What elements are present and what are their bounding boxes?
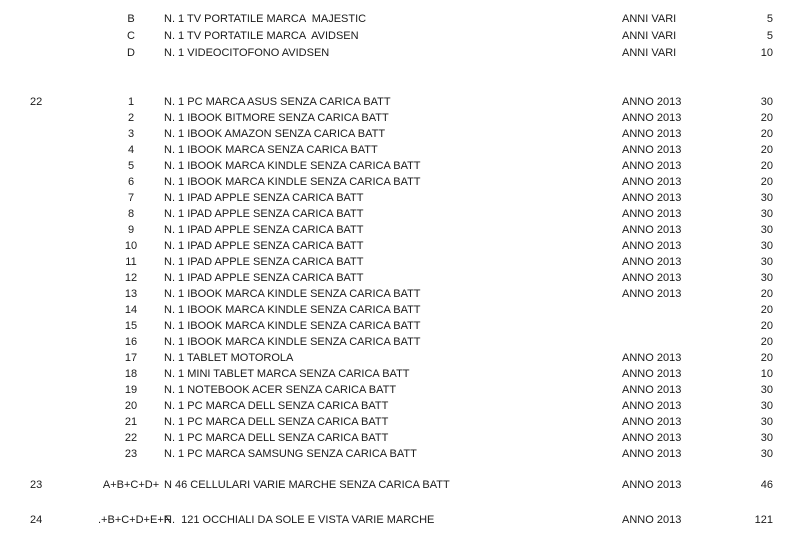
- item-value: 30: [760, 400, 773, 412]
- item-year: ANNO 2013: [622, 352, 682, 364]
- item-year: ANNI VARI: [622, 12, 677, 25]
- item-value: 20: [760, 336, 773, 348]
- item-value: 30: [760, 384, 773, 396]
- item-id: 10: [124, 240, 138, 252]
- item-id: 16: [124, 336, 138, 348]
- item-id: 14: [124, 304, 138, 316]
- item-year: ANNO 2013: [622, 384, 682, 396]
- table-row: [30, 477, 800, 493]
- item-value: 121: [754, 514, 773, 526]
- item-year: ANNI VARI: [622, 46, 677, 59]
- item-description: N. 1 NOTEBOOK ACER SENZA CARICA BATT: [164, 384, 397, 396]
- item-value: 20: [760, 160, 773, 172]
- item-value: 30: [760, 448, 773, 460]
- item-value: 5: [766, 29, 773, 42]
- item-id: 8: [127, 208, 135, 220]
- item-value: 30: [760, 272, 773, 284]
- item-value: 20: [760, 320, 773, 332]
- table-row: [30, 382, 800, 398]
- item-description: N. 1 PC MARCA DELL SENZA CARICA BATT: [164, 416, 389, 428]
- table-row: [30, 206, 800, 222]
- table-row: [30, 414, 800, 430]
- item-description: N. 1 PC MARCA SAMSUNG SENZA CARICA BATT: [164, 448, 417, 460]
- item-year: ANNO 2013: [622, 479, 682, 491]
- item-description: N. 1 PC MARCA DELL SENZA CARICA BATT: [164, 432, 389, 444]
- item-id: 7: [127, 192, 135, 204]
- item-description: N. 1 IPAD APPLE SENZA CARICA BATT: [164, 192, 364, 204]
- item-year: ANNO 2013: [622, 272, 682, 284]
- item-id: D: [127, 46, 135, 59]
- item-value: 30: [760, 432, 773, 444]
- table-row: [30, 94, 800, 110]
- table-row: [30, 254, 800, 270]
- item-description: N. 1 IBOOK MARCA KINDLE SENZA CARICA BATT: [164, 176, 421, 188]
- item-description: N. 1 IPAD APPLE SENZA CARICA BATT: [164, 240, 364, 252]
- item-id: 19: [124, 384, 138, 396]
- item-value: 30: [760, 208, 773, 220]
- table-row: [30, 158, 800, 174]
- item-id: 11: [125, 256, 137, 268]
- item-year: ANNO 2013: [622, 208, 682, 220]
- item-id: 3: [127, 128, 135, 140]
- item-id: 21: [124, 416, 138, 428]
- table-row: [30, 270, 800, 286]
- item-year: ANNO 2013: [622, 514, 682, 526]
- table-row: [30, 174, 800, 190]
- table-row: [30, 512, 800, 528]
- item-description: N. 1 IBOOK MARCA KINDLE SENZA CARICA BATT: [164, 320, 421, 332]
- item-description: N. 1 MINI TABLET MARCA SENZA CARICA BATT: [164, 368, 410, 380]
- item-id: 17: [124, 352, 138, 364]
- item-value: 20: [760, 304, 773, 316]
- item-year: ANNO 2013: [622, 432, 682, 444]
- item-value: 30: [760, 224, 773, 236]
- item-description: N. 1 IPAD APPLE SENZA CARICA BATT: [164, 208, 364, 220]
- item-value: 10: [760, 46, 773, 59]
- item-description: N. 121 OCCHIALI DA SOLE E VISTA VARIE MARCHE: [164, 514, 435, 526]
- item-year: ANNO 2013: [622, 144, 682, 156]
- table-row: [30, 334, 800, 350]
- item-description: N. 1 IBOOK MARCA KINDLE SENZA CARICA BATT: [164, 304, 421, 316]
- item-id: 13: [124, 288, 138, 300]
- item-id: 15: [124, 320, 138, 332]
- item-description: N. 1 VIDEOCITOFONO AVIDSEN: [164, 46, 330, 59]
- item-id: 2: [127, 112, 135, 124]
- item-description: N. 1 TV PORTATILE MARCA AVIDSEN: [164, 29, 359, 42]
- item-year: ANNO 2013: [622, 240, 682, 252]
- item-description: N. 1 IPAD APPLE SENZA CARICA BATT: [164, 224, 364, 236]
- item-value: 20: [760, 112, 773, 124]
- item-description: N. 1 IBOOK MARCA SENZA CARICA BATT: [164, 144, 378, 156]
- item-id: .+B+C+D+E+F: [98, 514, 171, 526]
- table-row: [30, 318, 800, 334]
- group-number: 24: [30, 514, 43, 526]
- item-year: ANNO 2013: [622, 112, 682, 124]
- table-row: [30, 302, 800, 318]
- item-id: 9: [127, 224, 135, 236]
- item-value: 30: [760, 192, 773, 204]
- item-year: ANNO 2013: [622, 192, 682, 204]
- item-description: N. 1 IBOOK MARCA KINDLE SENZA CARICA BATT: [164, 336, 421, 348]
- item-description: N. 1 IBOOK MARCA KINDLE SENZA CARICA BATT: [164, 160, 421, 172]
- item-value: 20: [760, 176, 773, 188]
- item-id: 22: [124, 432, 138, 444]
- item-value: 20: [760, 352, 773, 364]
- item-description: N. 1 IPAD APPLE SENZA CARICA BATT: [164, 256, 364, 268]
- group-number: 22: [30, 96, 43, 108]
- item-year: ANNO 2013: [622, 288, 682, 300]
- item-id: 23: [124, 448, 138, 460]
- table-row: [30, 238, 800, 254]
- item-id: C: [127, 29, 135, 42]
- item-value: 30: [760, 416, 773, 428]
- item-year: ANNO 2013: [622, 128, 682, 140]
- item-year: ANNI VARI: [622, 29, 677, 42]
- item-year: ANNO 2013: [622, 448, 682, 460]
- table-row: [30, 446, 800, 462]
- item-id: 12: [124, 272, 138, 284]
- item-description: N. 1 IBOOK AMAZON SENZA CARICA BATT: [164, 128, 386, 140]
- table-row: [30, 10, 800, 27]
- item-description: N. 1 IBOOK BITMORE SENZA CARICA BATT: [164, 112, 389, 124]
- table-row: [30, 142, 800, 158]
- item-year: ANNO 2013: [622, 400, 682, 412]
- item-year: ANNO 2013: [622, 160, 682, 172]
- item-year: ANNO 2013: [622, 96, 682, 108]
- item-id: 5: [127, 160, 135, 172]
- table-row: [30, 110, 800, 126]
- table-row: [30, 126, 800, 142]
- item-id: A+B+C+D+: [102, 479, 160, 491]
- item-description: N. 1 IBOOK MARCA KINDLE SENZA CARICA BATT: [164, 288, 421, 300]
- table-row: [30, 190, 800, 206]
- item-year: ANNO 2013: [622, 416, 682, 428]
- table-row: [30, 222, 800, 238]
- item-value: 30: [760, 256, 773, 268]
- item-value: 5: [766, 12, 773, 25]
- table-row: [30, 430, 800, 446]
- item-value: 20: [760, 288, 773, 300]
- item-value: 10: [760, 368, 773, 380]
- table-row: [30, 27, 800, 44]
- table-row: [30, 366, 800, 382]
- item-description: N. 1 IPAD APPLE SENZA CARICA BATT: [164, 272, 364, 284]
- item-id: 6: [127, 176, 135, 188]
- item-value: 30: [760, 96, 773, 108]
- item-year: ANNO 2013: [622, 176, 682, 188]
- item-value: 20: [760, 128, 773, 140]
- item-id: 4: [127, 144, 135, 156]
- item-id: 18: [124, 368, 138, 380]
- table-row: [30, 398, 800, 414]
- item-value: 46: [760, 479, 773, 491]
- item-value: 30: [760, 240, 773, 252]
- item-description: N. 1 TV PORTATILE MARCA MAJESTIC: [164, 12, 367, 25]
- table-row: [30, 44, 800, 61]
- table-row: [30, 286, 800, 302]
- item-id: 1: [127, 96, 135, 108]
- item-year: ANNO 2013: [622, 368, 682, 380]
- item-year: ANNO 2013: [622, 224, 682, 236]
- group-number: 23: [30, 479, 43, 491]
- item-value: 20: [760, 144, 773, 156]
- item-description: N. 1 TABLET MOTOROLA: [164, 352, 294, 364]
- item-id: B: [127, 12, 135, 25]
- item-id: 20: [124, 400, 138, 412]
- item-year: ANNO 2013: [622, 256, 682, 268]
- item-description: N 46 CELLULARI VARIE MARCHE SENZA CARICA BATT: [164, 479, 450, 491]
- table-row: [30, 350, 800, 366]
- item-description: N. 1 PC MARCA DELL SENZA CARICA BATT: [164, 400, 389, 412]
- item-description: N. 1 PC MARCA ASUS SENZA CARICA BATT: [164, 96, 391, 108]
